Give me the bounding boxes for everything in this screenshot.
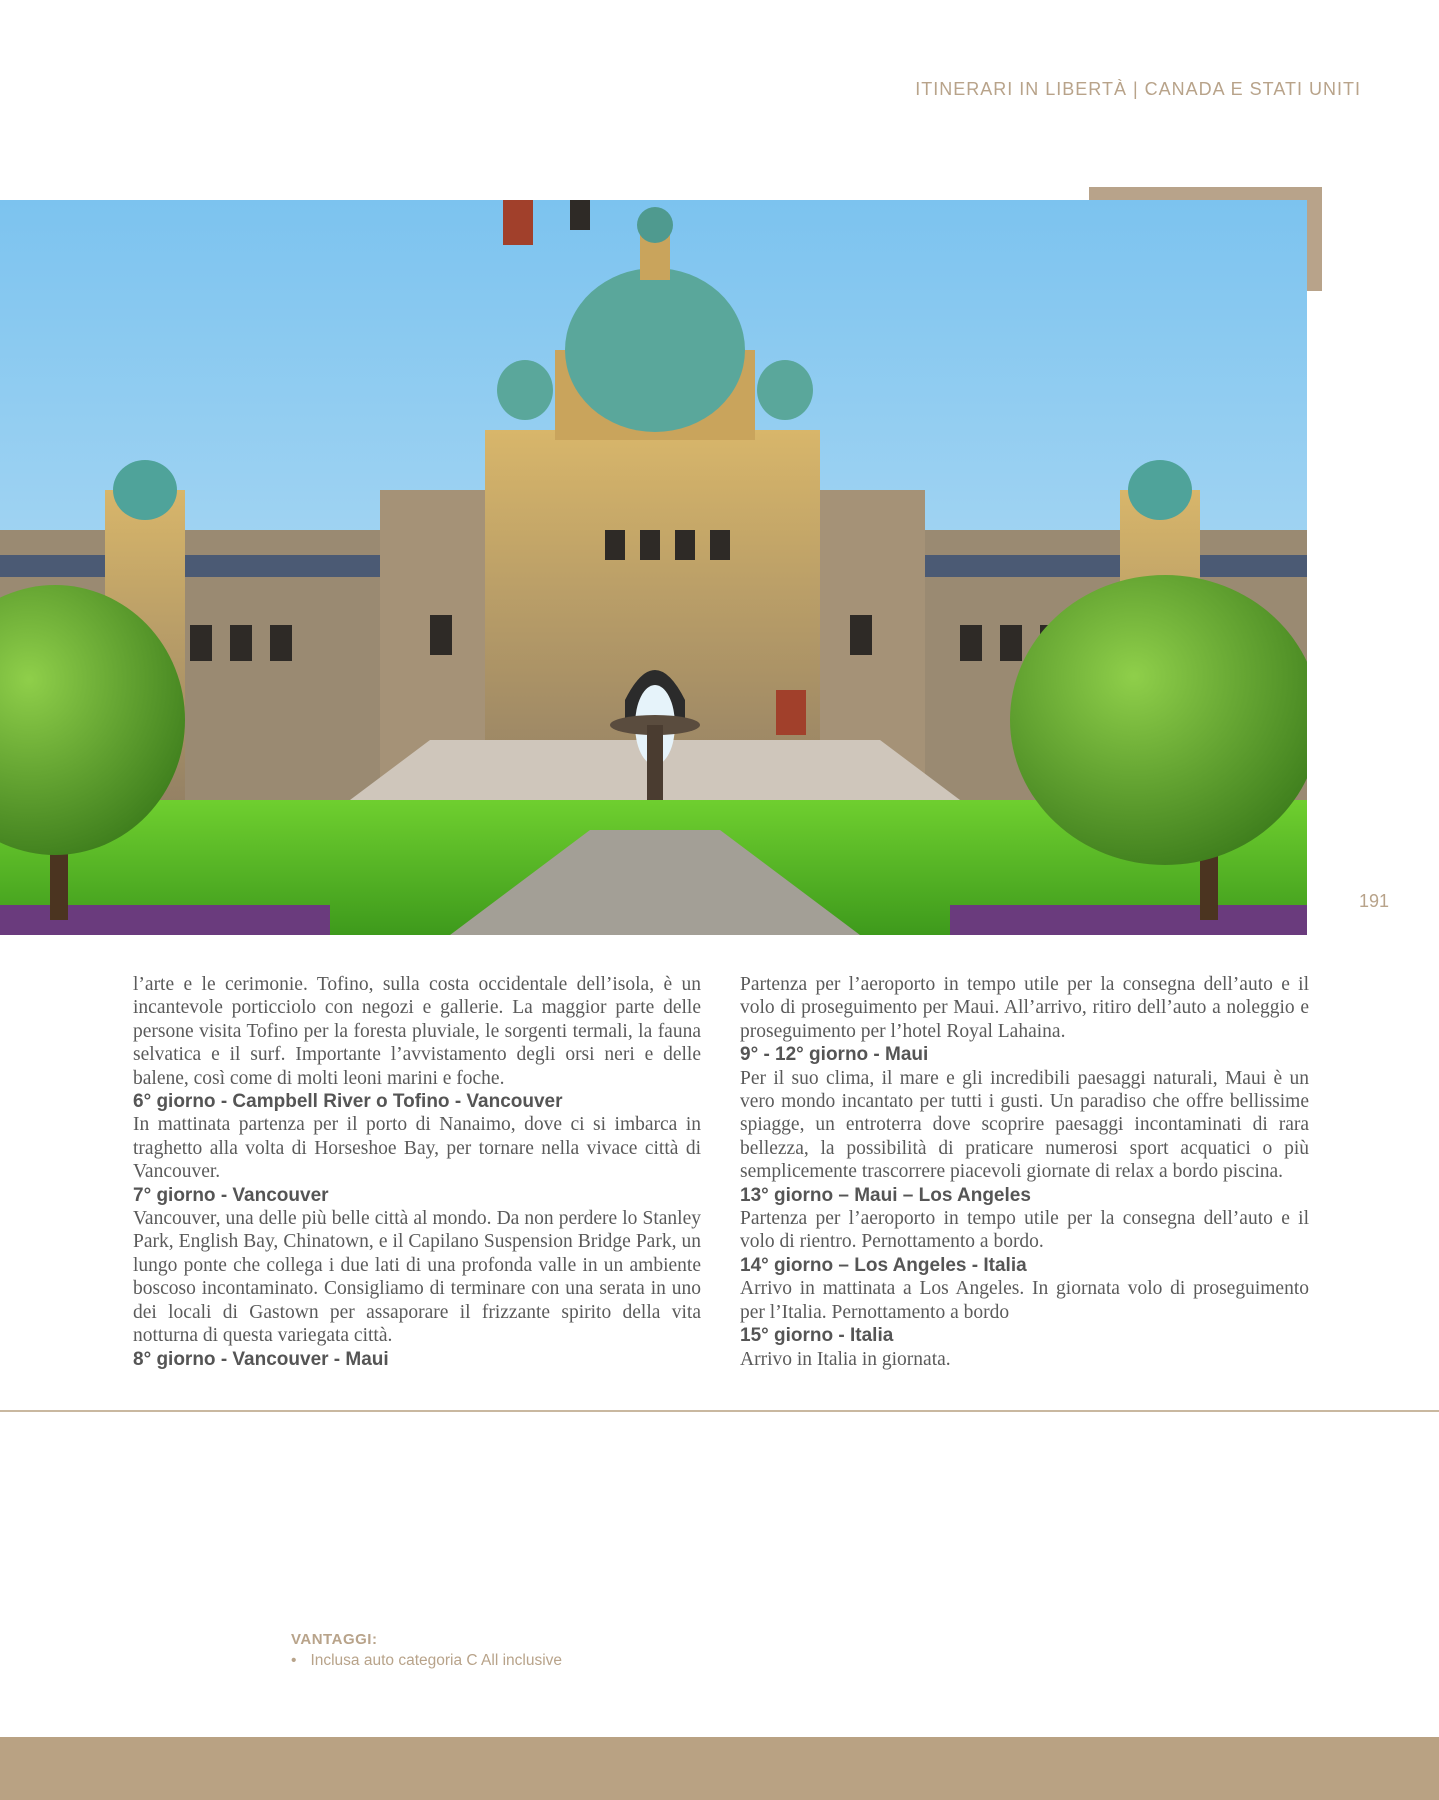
day-6-heading: 6° giorno - Campbell River o Tofino - Vancouver (133, 1091, 563, 1113)
page-number: 191 (1359, 891, 1390, 911)
day-15-text: Arrivo in Italia in giornata. (740, 1348, 951, 1370)
day-6-text: In mattinata partenza per il porto di Nanaimo, dove ci si imbarca in traghetto alla volta di Horseshoe Bay, per tornare nella vivace città di Vancouver. (133, 1114, 701, 1183)
itinerary-right-column (740, 973, 1309, 1371)
day-14-text: Arrivo in mattinata a Los Angeles. In giornata volo di proseguimento per l’Italia. Pernottamento a bordo (740, 1278, 1309, 1323)
day-7-text: Vancouver, una delle più belle città al mondo. Da non perdere lo Stanley Park, English Bay, Chinatown, e il Capilano Suspension Bridge Park, un lungo ponte che collega i due lati di una profonda valle in un ambiente boscoso incontaminato. Consigliamo di terminare con una serata in uno dei locali di Gastown per assaporare il frizzante spirito della vita notturna di questa variegata città. (133, 1208, 701, 1347)
day-9-12-text: Per il suo clima, il mare e gli incredibili paesaggi naturali, Maui è un vero mondo incantato per tutti i gusti. Un paradiso che offre bellissime spiagge, un entroterra dove scoprire paesaggi incontaminati di rara bellezza, la possibilità di praticare numerosi sport acquatici o più semplicemente trascorrere piacevoli giornate di relax a bordo piscina. (740, 1067, 1309, 1183)
day-7-heading: 7° giorno - Vancouver (133, 1184, 329, 1206)
itinerary-left-column (133, 973, 701, 1371)
divider-line (0, 1410, 1439, 1412)
section-header: ITINERARI IN LIBERTÀ | CANADA E STATI UNITI (915, 79, 1361, 99)
advantages-title: VANTAGGI: (291, 1631, 378, 1648)
day-14-heading: 14° giorno – Los Angeles - Italia (740, 1254, 1027, 1276)
day-8-text: Partenza per l’aeroporto in tempo utile per la consegna dell’auto e il volo di proseguimento per Maui. All’arrivo, ritiro dell’auto a noleggio e proseguimento per l’hotel Royal Lahaina. (740, 974, 1309, 1042)
day-9-12-heading: 9° - 12° giorno - Maui (740, 1044, 929, 1066)
bullet-icon: • (291, 1652, 297, 1669)
day-8-heading: 8° giorno - Vancouver - Maui (133, 1348, 389, 1370)
day-15-heading: 15° giorno - Italia (740, 1325, 894, 1347)
advantages-item-text: Inclusa auto categoria C All inclusive (310, 1652, 563, 1669)
paragraph-tofino: l’arte e le cerimonie. Tofino, sulla costa occidentale dell’isola, è un incantevole porticciolo con negozi e gallerie. La maggior parte delle persone visita Tofino per la foresta pluviale, le sorgenti termali, la fauna selvatica e il surf. Importante l’avvistamento degli orsi neri e delle balene, così come di molti leoni marini e foche. (133, 974, 701, 1089)
day-13-heading: 13° giorno – Maui – Los Angeles (740, 1184, 1031, 1206)
advantages-item (291, 1652, 562, 1670)
advantages-box (291, 1631, 562, 1670)
day-13-text: Partenza per l’aeroporto in tempo utile per la consegna dell’auto e il volo di rientro. Pernottamento a bordo. (740, 1208, 1309, 1253)
footer-band (0, 1737, 1439, 1800)
parliament-building-photo (0, 200, 1307, 935)
